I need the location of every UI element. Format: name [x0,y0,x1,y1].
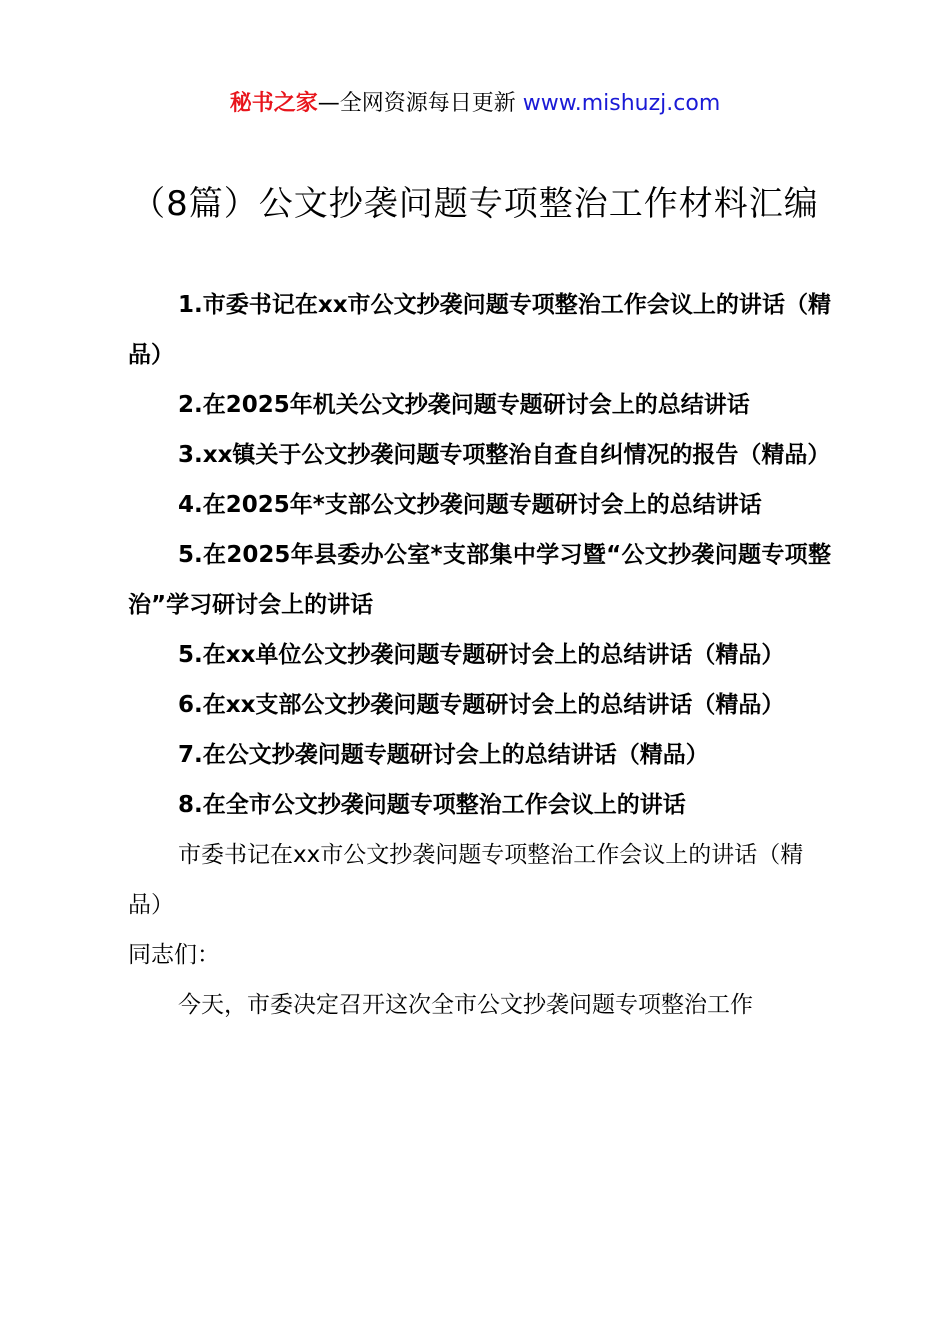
body-paragraph: 今天，市委决定召开这次全市公文抄袭问题专项整治工作 [178,992,753,1018]
header-slogan: —全网资源每日更新 [317,91,523,116]
brand-name: 秘书之家 [229,91,318,116]
speech-title: 市委书记在xx市公文抄袭问题专项整治工作会议上的讲话（精品） [128,842,804,918]
toc-item: 2.在2025年机关公文抄袭问题专题研讨会上的总结讲话 [178,392,750,418]
site-header [0,88,950,120]
toc-item: 3.xx镇关于公文抄袭问题专项整治自查自纠情况的报告（精品） [178,442,831,468]
toc-item: 6.在xx支部公文抄袭问题专题研讨会上的总结讲话（精品） [178,692,785,718]
document-body [128,280,831,1030]
toc-item: 1.市委书记在xx市公文抄袭问题专项整治工作会议上的讲话（精品） [128,292,831,368]
document-title: （8篇）公文抄袭问题专项整治工作材料汇编 [131,184,819,224]
site-url-link[interactable]: www.mishuzj.com [522,91,721,116]
toc-item: 8.在全市公文抄袭问题专项整治工作会议上的讲话 [178,792,686,818]
salutation: 同志们： [128,942,220,968]
toc-item: 5.在xx单位公文抄袭问题专题研讨会上的总结讲话（精品） [178,642,785,668]
toc-item: 5.在2025年县委办公室*支部集中学习暨“公文抄袭问题专项整治”学习研讨会上的讲话 [128,542,831,618]
toc-item: 7.在公文抄袭问题专题研讨会上的总结讲话（精品） [178,742,709,768]
toc-item: 4.在2025年*支部公文抄袭问题专题研讨会上的总结讲话 [178,492,762,518]
